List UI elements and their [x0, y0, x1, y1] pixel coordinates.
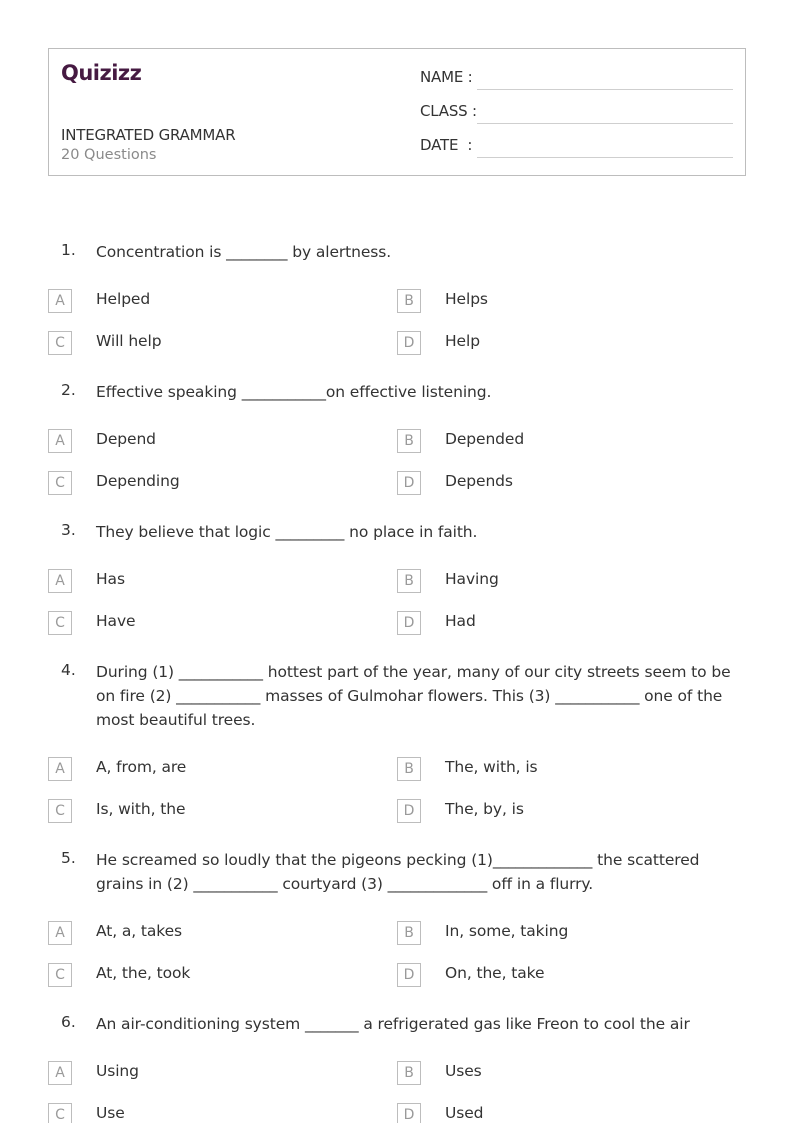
question-text: He screamed so loudly that the pigeons pecking (1)_____________ the scattered grains in (2) ___________ courtyard (3) _____________ off in a flurry.	[96, 851, 700, 893]
name-field[interactable]	[477, 89, 733, 90]
option-b-box[interactable]: B	[397, 1061, 421, 1085]
question-number: 4.	[61, 661, 76, 679]
question-number: 5.	[61, 849, 76, 867]
question-text: Effective speaking ___________on effective listening.	[96, 383, 492, 401]
option-b-text: Helps	[445, 290, 488, 308]
option-c-box[interactable]: C	[48, 471, 72, 495]
option-d-box[interactable]: D	[397, 963, 421, 987]
question-text: Concentration is ________ by alertness.	[96, 243, 392, 261]
worksheet-header	[48, 48, 746, 176]
question-number: 6.	[61, 1013, 76, 1031]
option-d-box[interactable]: D	[397, 799, 421, 823]
date-label: DATE :	[420, 136, 473, 154]
question-number: 3.	[61, 521, 76, 539]
question-text: They believe that logic _________ no place in faith.	[96, 523, 478, 541]
option-d-text: On, the, take	[445, 964, 545, 982]
question-number: 2.	[61, 381, 76, 399]
name-label: NAME :	[420, 68, 473, 86]
svg-text:Quizizz: Quizizz	[61, 61, 142, 85]
option-c-box[interactable]: C	[48, 611, 72, 635]
option-c-text: Is, with, the	[96, 800, 186, 818]
option-b-box[interactable]: B	[397, 569, 421, 593]
option-d-box[interactable]: D	[397, 611, 421, 635]
option-d-box[interactable]: D	[397, 471, 421, 495]
option-a-box[interactable]: A	[48, 757, 72, 781]
option-a-text: Using	[96, 1062, 139, 1080]
class-field[interactable]	[477, 123, 733, 124]
option-d-box[interactable]: D	[397, 331, 421, 355]
option-a-box[interactable]: A	[48, 569, 72, 593]
option-d-text: The, by, is	[445, 800, 524, 818]
question-number: 1.	[61, 241, 76, 259]
option-a-box[interactable]: A	[48, 289, 72, 313]
question-count: 20 Questions	[61, 147, 157, 163]
option-d-text: Had	[445, 612, 476, 630]
date-field[interactable]	[477, 157, 733, 158]
option-a-box[interactable]: A	[48, 921, 72, 945]
option-b-text: Uses	[445, 1062, 482, 1080]
option-d-text: Used	[445, 1104, 484, 1122]
option-a-text: A, from, are	[96, 758, 187, 776]
quizizz-logo	[61, 59, 153, 87]
option-a-text: Depend	[96, 430, 156, 448]
class-label: CLASS :	[420, 102, 477, 120]
option-b-box[interactable]: B	[397, 429, 421, 453]
option-b-box[interactable]: B	[397, 289, 421, 313]
option-a-text: At, a, takes	[96, 922, 183, 940]
option-b-text: Having	[445, 570, 499, 588]
option-c-box[interactable]: C	[48, 799, 72, 823]
option-c-text: Have	[96, 612, 136, 630]
worksheet-title: INTEGRATED GRAMMAR	[61, 126, 236, 144]
option-c-text: Use	[96, 1104, 125, 1122]
option-a-text: Helped	[96, 290, 151, 308]
option-c-text: At, the, took	[96, 964, 191, 982]
option-d-box[interactable]: D	[397, 1103, 421, 1123]
option-b-text: The, with, is	[445, 758, 538, 776]
option-a-box[interactable]: A	[48, 429, 72, 453]
option-c-box[interactable]: C	[48, 331, 72, 355]
option-b-box[interactable]: B	[397, 921, 421, 945]
option-b-box[interactable]: B	[397, 757, 421, 781]
option-c-text: Depending	[96, 472, 180, 490]
option-d-text: Help	[445, 332, 480, 350]
option-d-text: Depends	[445, 472, 513, 490]
question-text: An air-conditioning system _______ a refrigerated gas like Freon to cool the air	[96, 1015, 690, 1033]
option-a-box[interactable]: A	[48, 1061, 72, 1085]
option-a-text: Has	[96, 570, 125, 588]
option-b-text: In, some, taking	[445, 922, 569, 940]
option-c-box[interactable]: C	[48, 1103, 72, 1123]
option-b-text: Depended	[445, 430, 525, 448]
question-text: During (1) ___________ hottest part of the year, many of our city streets seem to be on fire (2) ___________ masses of Gulmohar flowers. This (3) ___________ one of the most beautiful trees.	[96, 663, 731, 729]
option-c-text: Will help	[96, 332, 162, 350]
option-c-box[interactable]: C	[48, 963, 72, 987]
